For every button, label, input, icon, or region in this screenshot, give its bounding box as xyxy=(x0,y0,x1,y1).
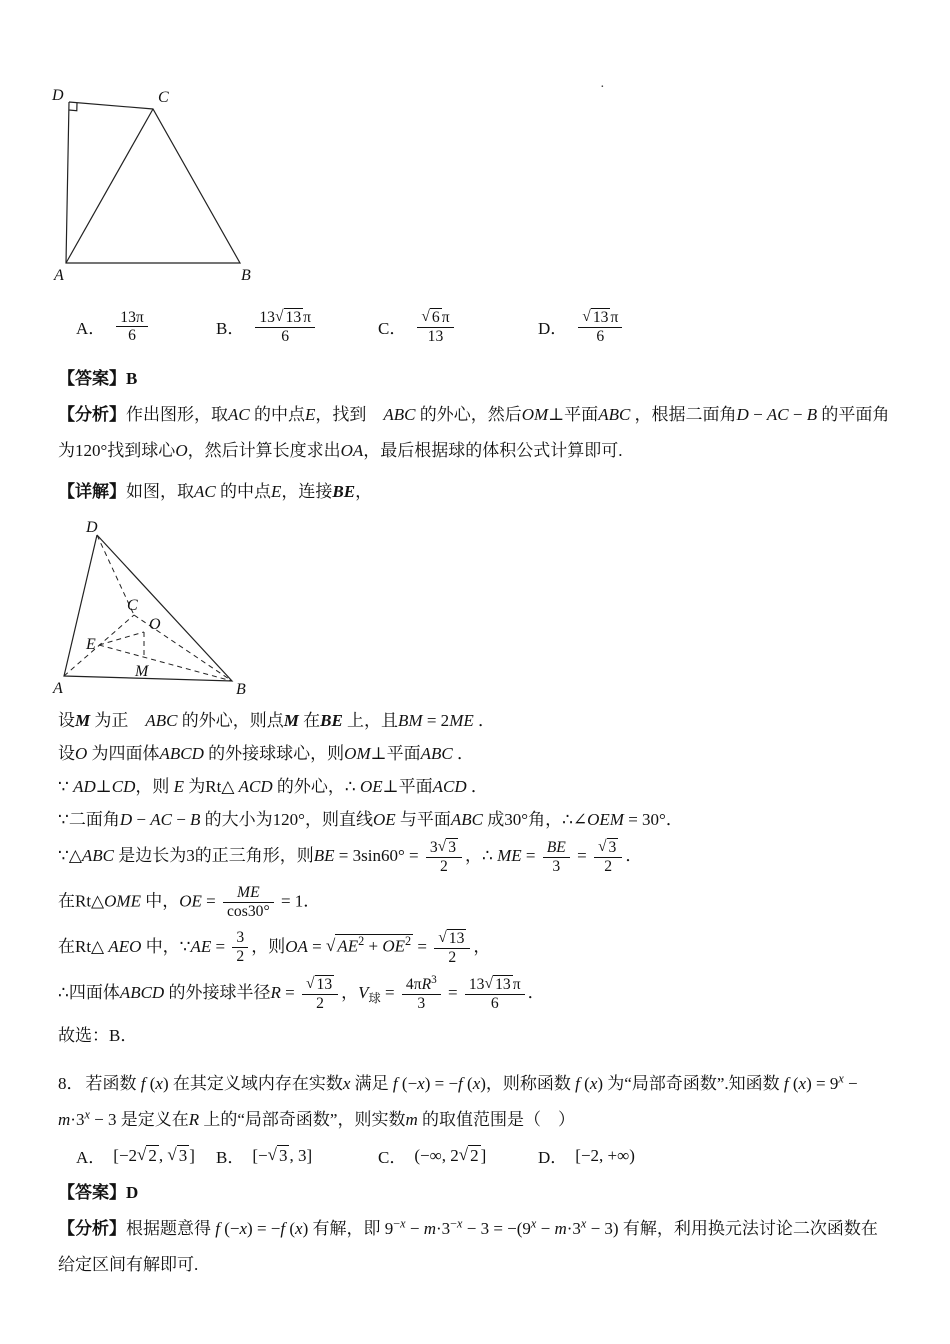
math-var-bold: M xyxy=(75,711,91,731)
math-var: R xyxy=(270,982,281,1002)
math-var: ABCD xyxy=(119,982,165,1002)
option-b-letter: B． xyxy=(216,319,245,339)
math-var-bold: M xyxy=(283,711,299,731)
math-var: m xyxy=(58,1109,71,1129)
math-var: ABCD xyxy=(159,744,204,764)
math-var: AEO xyxy=(108,936,142,956)
answer-tag-2: 【答案】 xyxy=(58,1183,126,1203)
math-var: ABC xyxy=(450,810,484,830)
math-var: OA xyxy=(340,440,364,460)
math-var: BE xyxy=(546,838,566,856)
radical: √ 13 xyxy=(274,308,302,326)
option-b-value xyxy=(252,308,318,346)
math-var: ACD xyxy=(238,777,273,797)
solution-line: 设M 为正 ABC 的外心，则点M 在BE 上，且BM = 2ME ． xyxy=(58,711,495,731)
option-c xyxy=(378,1143,538,1168)
problem-number: 8． xyxy=(58,1074,84,1094)
option-b xyxy=(216,308,378,346)
radical: √ 3 xyxy=(267,1145,288,1166)
math-var: f xyxy=(458,1074,463,1094)
math-var: ABC xyxy=(598,404,631,424)
radical: √ 2 xyxy=(137,1145,157,1166)
math-var: OEM xyxy=(587,810,624,830)
figure-diagonal-ac xyxy=(66,109,153,263)
option-d-value xyxy=(575,308,625,346)
math-var: x xyxy=(400,1216,406,1231)
math-var: BM xyxy=(398,711,423,731)
fraction: $\frac{BE}{3}$ xyxy=(543,839,570,876)
superscript xyxy=(838,1071,843,1085)
math-var: x xyxy=(838,1071,844,1086)
math-var: ABC xyxy=(145,711,178,731)
solution-line: ∵二面角D − AC − B 的大小为120°，则直线OE 与平面ABC 成30°角，∴∠OEM = 30°． xyxy=(58,810,683,830)
math-var: x xyxy=(342,1074,351,1094)
superscript xyxy=(581,1217,586,1231)
answer-tag-1: 【答案】 xyxy=(58,368,126,388)
edge-oe-dashed xyxy=(99,632,144,645)
math-var-bold: BE xyxy=(332,482,356,502)
analysis-text-2: 根据题意得 f (−x) = −f (x) 有解，即 $9^{-x} - m\cdot 3^{-x} - 3 = -(9^x - m\cdot 3^x - 3)$ 有解，利用换元法讨论二次函数在给定区间有解即可. xyxy=(58,1216,878,1275)
point-label-m: M xyxy=(135,663,149,681)
math-var: BE xyxy=(313,845,335,865)
fraction: $\frac{13\pi}{6}$ xyxy=(116,309,148,346)
option-a xyxy=(76,1143,216,1168)
analysis-tag-1: 【分析】 xyxy=(58,404,126,424)
analysis-paragraph-2 xyxy=(58,1211,892,1282)
math-var: ME xyxy=(237,884,260,901)
math-var: x xyxy=(84,1107,90,1122)
math-var: E xyxy=(270,482,282,502)
radical: √ 13 xyxy=(305,975,333,994)
radical: √ 2 xyxy=(458,1145,479,1166)
math-var: f xyxy=(392,1074,398,1094)
vertex-label-b: B xyxy=(236,681,246,699)
fraction: $\frac{3}{2}$ xyxy=(232,929,248,966)
math-var: m xyxy=(423,1219,436,1239)
math-var: O xyxy=(75,744,88,764)
option-d-letter: D． xyxy=(538,1148,568,1168)
math-var: AE xyxy=(337,936,359,956)
option-a-value: [−2√ 2 , √ 3 ] xyxy=(113,1145,195,1166)
fraction: $\frac{√ 6 \pi}{13}$ xyxy=(417,308,453,346)
math-var: OE xyxy=(359,777,383,797)
fraction: $\frac{4\pi R^3}{3}$ xyxy=(402,975,441,1013)
superscript: −x xyxy=(450,1216,463,1231)
math-var: B xyxy=(190,810,201,830)
math-var: x xyxy=(295,1219,303,1239)
math-var: f xyxy=(575,1074,580,1094)
option-d-value: [−2, +∞) xyxy=(575,1145,635,1165)
math-var: OE xyxy=(179,891,202,911)
option-a xyxy=(76,309,216,346)
analysis-tag-2: 【分析】 xyxy=(58,1219,126,1239)
superscript: 2 xyxy=(358,934,365,949)
math-var: AC xyxy=(766,404,789,424)
math-var: x xyxy=(580,1216,587,1231)
vertex-label-a: A xyxy=(54,267,64,284)
figure-tetrahedron xyxy=(50,516,260,698)
math-var: x xyxy=(589,1074,598,1094)
stray-dot: · xyxy=(600,80,605,95)
math-var: OM xyxy=(521,404,549,424)
problem-8-statement xyxy=(58,1066,892,1137)
analysis-text-1: 作出图形，取AC 的中点E，找到 ABC 的外心，然后OM⊥平面ABC ，根据二面角D − AC − B 的平面角为120°找到球心O，然后计算长度求出OA，最后根据球的体积公式计算即可. xyxy=(58,404,890,460)
math-var: AC xyxy=(194,482,216,502)
math-var: x xyxy=(798,1074,807,1094)
radical: √ 3 xyxy=(167,1145,188,1166)
option-a-letter: A． xyxy=(76,319,106,339)
radical: √ 13 xyxy=(582,308,609,326)
problem-text: 若函数 f (x) 在其定义域内存在实数x 满足 f (−x) = −f (x)，则称函数 f (x) 为“局部奇函数”.知函数 f $(x) = 9^x - m\cdot 3^x - 3$ 是定义在R 上的“局部奇函数”，则实数m 的取值范围是（ ） xyxy=(58,1071,858,1129)
vertex-label-d: D xyxy=(52,87,64,104)
answer-line-2 xyxy=(58,1178,892,1203)
answer-value-2: D xyxy=(126,1183,139,1203)
option-b-letter: B． xyxy=(216,1148,245,1168)
superscript: 2 xyxy=(404,934,412,949)
subscript: 球 xyxy=(368,991,381,1006)
math-var: R xyxy=(188,1109,200,1129)
vertex-label-b: B xyxy=(241,267,251,284)
math-var: OE xyxy=(382,936,405,956)
option-a-letter: A． xyxy=(76,1148,106,1168)
math-var: OM xyxy=(344,744,371,764)
math-var: O xyxy=(175,440,188,460)
option-d xyxy=(538,308,625,346)
math-var: ABC xyxy=(81,845,114,865)
math-var: OA xyxy=(285,936,308,956)
math-var: AE xyxy=(190,936,212,956)
fraction: $\frac{13√ 13 \pi}{6}$ xyxy=(255,308,315,346)
math-var: x xyxy=(457,1216,463,1231)
superscript xyxy=(531,1217,536,1231)
solution-line: ∴四面体ABCD 的外接球半径R = $\frac{√ 13}{2}$ ，$V_球$ = $\frac{4\pi R^3}{3}$ = $\frac{13√ 13 \pi}{6}$ ． xyxy=(58,973,545,1013)
option-d xyxy=(538,1143,635,1168)
math-var: ABC xyxy=(420,744,453,764)
superscript: 3 xyxy=(431,973,437,986)
option-b-value: [−√ 3 , 3] xyxy=(252,1145,313,1166)
math-var: ABC xyxy=(383,404,416,424)
radical: √ 13 xyxy=(484,975,511,994)
math-var: CD xyxy=(111,777,136,797)
math-var: AD xyxy=(73,777,96,797)
solution-line: 在Rt△OME 中，OE = $\frac{ME}{\cos 30^\circ}$ = 1． xyxy=(58,884,321,920)
math-var: R xyxy=(421,976,432,994)
options-row-2 xyxy=(76,1143,892,1168)
point-label-o: O xyxy=(149,616,161,634)
vertex-label-a: A xyxy=(53,680,63,698)
math-var: m xyxy=(405,1109,418,1129)
options-row-1 xyxy=(76,308,892,346)
figure-edge xyxy=(66,102,240,263)
fraction: $\frac{√ 3}{2}$ xyxy=(594,838,622,876)
right-angle-mark xyxy=(69,103,77,111)
math-var: OE xyxy=(372,810,396,830)
radical: √ 3 xyxy=(597,838,617,857)
answer-value-1: B xyxy=(126,368,138,388)
vertex-label-d: D xyxy=(86,519,98,537)
math-var: ME xyxy=(497,845,522,865)
radical: √ $AE^2 + OE^2$ xyxy=(325,934,412,956)
edge-eb-dashed xyxy=(99,645,232,681)
figure-quadrilateral xyxy=(48,86,258,286)
math-var: AC xyxy=(228,404,250,424)
math-var: m xyxy=(554,1219,567,1239)
math-var-bold: BE xyxy=(320,711,343,731)
radical: √ 3 xyxy=(437,838,457,857)
radical: √ 13 xyxy=(438,928,465,947)
math-var: x xyxy=(530,1216,537,1231)
fraction: $\frac{√ 13}{2}$ xyxy=(302,975,338,1013)
math-var: B xyxy=(806,404,818,424)
math-var: x xyxy=(239,1219,248,1239)
math-var: f xyxy=(215,1219,220,1239)
math-var: ME xyxy=(449,711,474,731)
math-var: x xyxy=(472,1074,481,1094)
solution-line: ∵ AD⊥CD，则 E 为Rt△ ACD 的外心，∴ OE⊥平面ACD ． xyxy=(58,777,488,797)
math-var: AC xyxy=(150,810,172,830)
detail-text-1: 如图，取AC 的中点E，连接BE， xyxy=(126,482,373,502)
option-c-letter: C． xyxy=(378,319,407,339)
fraction: $\frac{13√ 13 \pi}{6}$ xyxy=(465,975,525,1013)
math-var: D xyxy=(736,404,749,424)
option-c-value: (−∞, 2√ 2 ] xyxy=(414,1145,487,1166)
math-var: OME xyxy=(104,891,141,911)
math-var: ACD xyxy=(432,777,467,797)
math-var: E xyxy=(304,404,316,424)
option-d-letter: D． xyxy=(538,319,568,339)
solution-line: 在Rt△ AEO 中，∵AE = $\frac{3}{2}$ ，则OA = √ $AE^2 + OE^2$ = $\frac{√ 13}{2}$ ， xyxy=(58,928,491,966)
math-var: f xyxy=(140,1074,146,1094)
math-var: x xyxy=(155,1074,163,1094)
math-var: D xyxy=(119,810,133,830)
solution-line: ∵△ABC 是边长为3的正三角形，则BE = 3sin60° = $\frac{3√ 3}{2}$ ，∴ ME = $\frac{BE}{3}$ = $\frac{√ 3}{2}$ ． xyxy=(58,838,643,876)
math-var: f xyxy=(783,1074,789,1094)
math-var: E xyxy=(173,777,185,797)
detail-paragraph-1 xyxy=(58,474,892,510)
math-var: x xyxy=(417,1074,425,1094)
point-label-c: C xyxy=(127,597,138,615)
analysis-paragraph-1 xyxy=(58,397,892,468)
fraction: $\frac{√ 13 \pi}{6}$ xyxy=(578,308,622,346)
answer-line-1 xyxy=(58,364,892,389)
radical: √ 6 xyxy=(421,308,440,326)
detail-tag-1: 【详解】 xyxy=(58,482,126,502)
superscript xyxy=(84,1107,89,1121)
math-var: V xyxy=(358,982,369,1002)
option-a-value xyxy=(113,309,151,346)
fraction: $\frac{√ 13}{2}$ xyxy=(434,929,470,967)
solution-lines xyxy=(58,706,892,1046)
vertex-label-c: C xyxy=(158,89,169,106)
fraction: $\frac{3√ 3}{2}$ xyxy=(426,838,462,876)
option-c-letter: C． xyxy=(378,1148,407,1168)
figure-edge xyxy=(64,535,232,681)
option-c xyxy=(378,308,538,346)
option-b xyxy=(216,1143,378,1168)
superscript: −x xyxy=(393,1216,406,1231)
point-label-e: E xyxy=(86,636,96,654)
solution-line: 设O 为四面体ABCD 的外接球球心，则OM⊥平面ABC ． xyxy=(58,744,474,764)
math-var: f xyxy=(280,1219,286,1239)
solution-line: 故选：B． xyxy=(58,1026,138,1046)
fraction: $\frac{ME}{\cos 30^\circ}$ xyxy=(223,884,274,921)
option-c-value xyxy=(414,308,456,346)
